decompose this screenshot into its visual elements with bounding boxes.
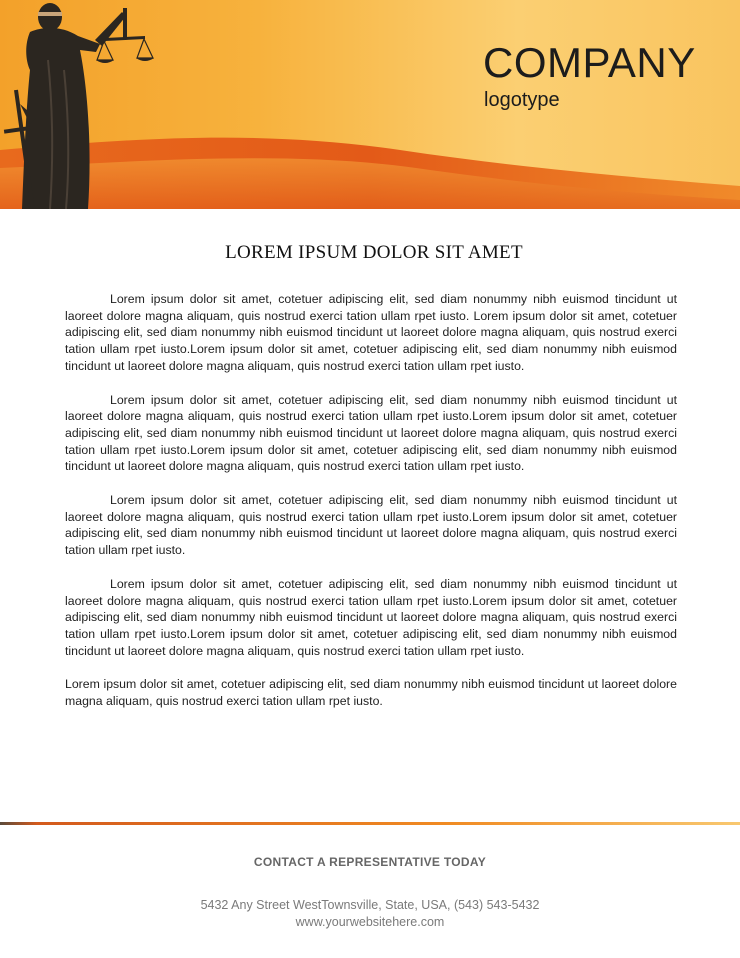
company-name: COMPANY — [483, 39, 696, 86]
company-logotype: logotype — [484, 89, 560, 111]
footer-divider — [0, 821, 740, 827]
document-title: LOREM IPSUM DOLOR SIT AMET — [225, 242, 523, 263]
contact-address: 5432 Any Street WestTownsville, State, USA, (543) 543-5432 — [200, 898, 540, 912]
document-body — [65, 291, 677, 727]
paragraph-5: Lorem ipsum dolor sit amet, cotetuer adipiscing elit, sed diam nonummy nibh euismod tincidunt ut laoreet dolore magna aliquam, quis nostrud exerci tation ullam rpet iusto. — [65, 677, 677, 709]
paragraph-1: Lorem ipsum dolor sit amet, cotetuer adipiscing elit, sed diam nonummy nibh euismod tincidunt ut laoreet dolore magna aliquam, quis nostrud exerci tation ullam rpet iusto. Lorem ipsum dolor sit amet, cotetuer adipiscing elit, sed diam nonummy nibh euismod tincidunt ut laoreet dolore magna aliquam, quis nostrud exerci tation ullam rpet iusto.Lorem ipsum dolor sit amet, cotetuer adipiscing elit, sed diam nonummy nibh euismod tincidunt ut laoreet dolore magna aliquam, quis nostrud exerci tation ullam rpet iusto. — [65, 292, 677, 373]
letterhead-banner — [0, 0, 740, 209]
banner-graphic — [0, 0, 740, 209]
paragraph-2: Lorem ipsum dolor sit amet, cotetuer adipiscing elit, sed diam nonummy nibh euismod tincidunt ut laoreet dolore magna aliquam, quis nostrud exerci tation ullam rpet iusto.Lorem ipsum dolor sit amet, cotetuer adipiscing elit, sed diam nonummy nibh euismod tincidunt ut laoreet dolore magna aliquam, quis nostrud exerci tation ullam rpet iusto.Lorem ipsum dolor sit amet, cotetuer adipiscing elit, sed diam nonummy nibh euismod tincidunt ut laoreet dolore magna aliquam, quis nostrud exerci tation ullam rpet iusto. — [65, 392, 677, 474]
paragraph-3: Lorem ipsum dolor sit amet, cotetuer adipiscing elit, sed diam nonummy nibh euismod tincidunt ut laoreet dolore magna aliquam, quis nostrud exerci tation ullam rpet iusto.Lorem ipsum dolor sit amet, cotetuer adipiscing elit, sed diam nonummy nibh euismod tincidunt ut laoreet dolore magna aliquam, quis nostrud exerci tation ullam rpet iusto. — [65, 493, 677, 558]
website-link[interactable]: www.yourwebsitehere.com — [295, 915, 445, 929]
contact-heading: CONTACT A REPRESENTATIVE TODAY — [253, 855, 487, 869]
paragraph-4: Lorem ipsum dolor sit amet, cotetuer adipiscing elit, sed diam nonummy nibh euismod tincidunt ut laoreet dolore magna aliquam, quis nostrud exerci tation ullam rpet iusto.Lorem ipsum dolor sit amet, cotetuer adipiscing elit, sed diam nonummy nibh euismod tincidunt ut laoreet dolore magna aliquam, quis nostrud exerci tation ullam rpet iusto.Lorem ipsum dolor sit amet, cotetuer adipiscing elit, sed diam nonummy nibh euismod tincidunt ut laoreet dolore magna aliquam, quis nostrud exerci tation ullam rpet iusto. — [65, 576, 677, 658]
